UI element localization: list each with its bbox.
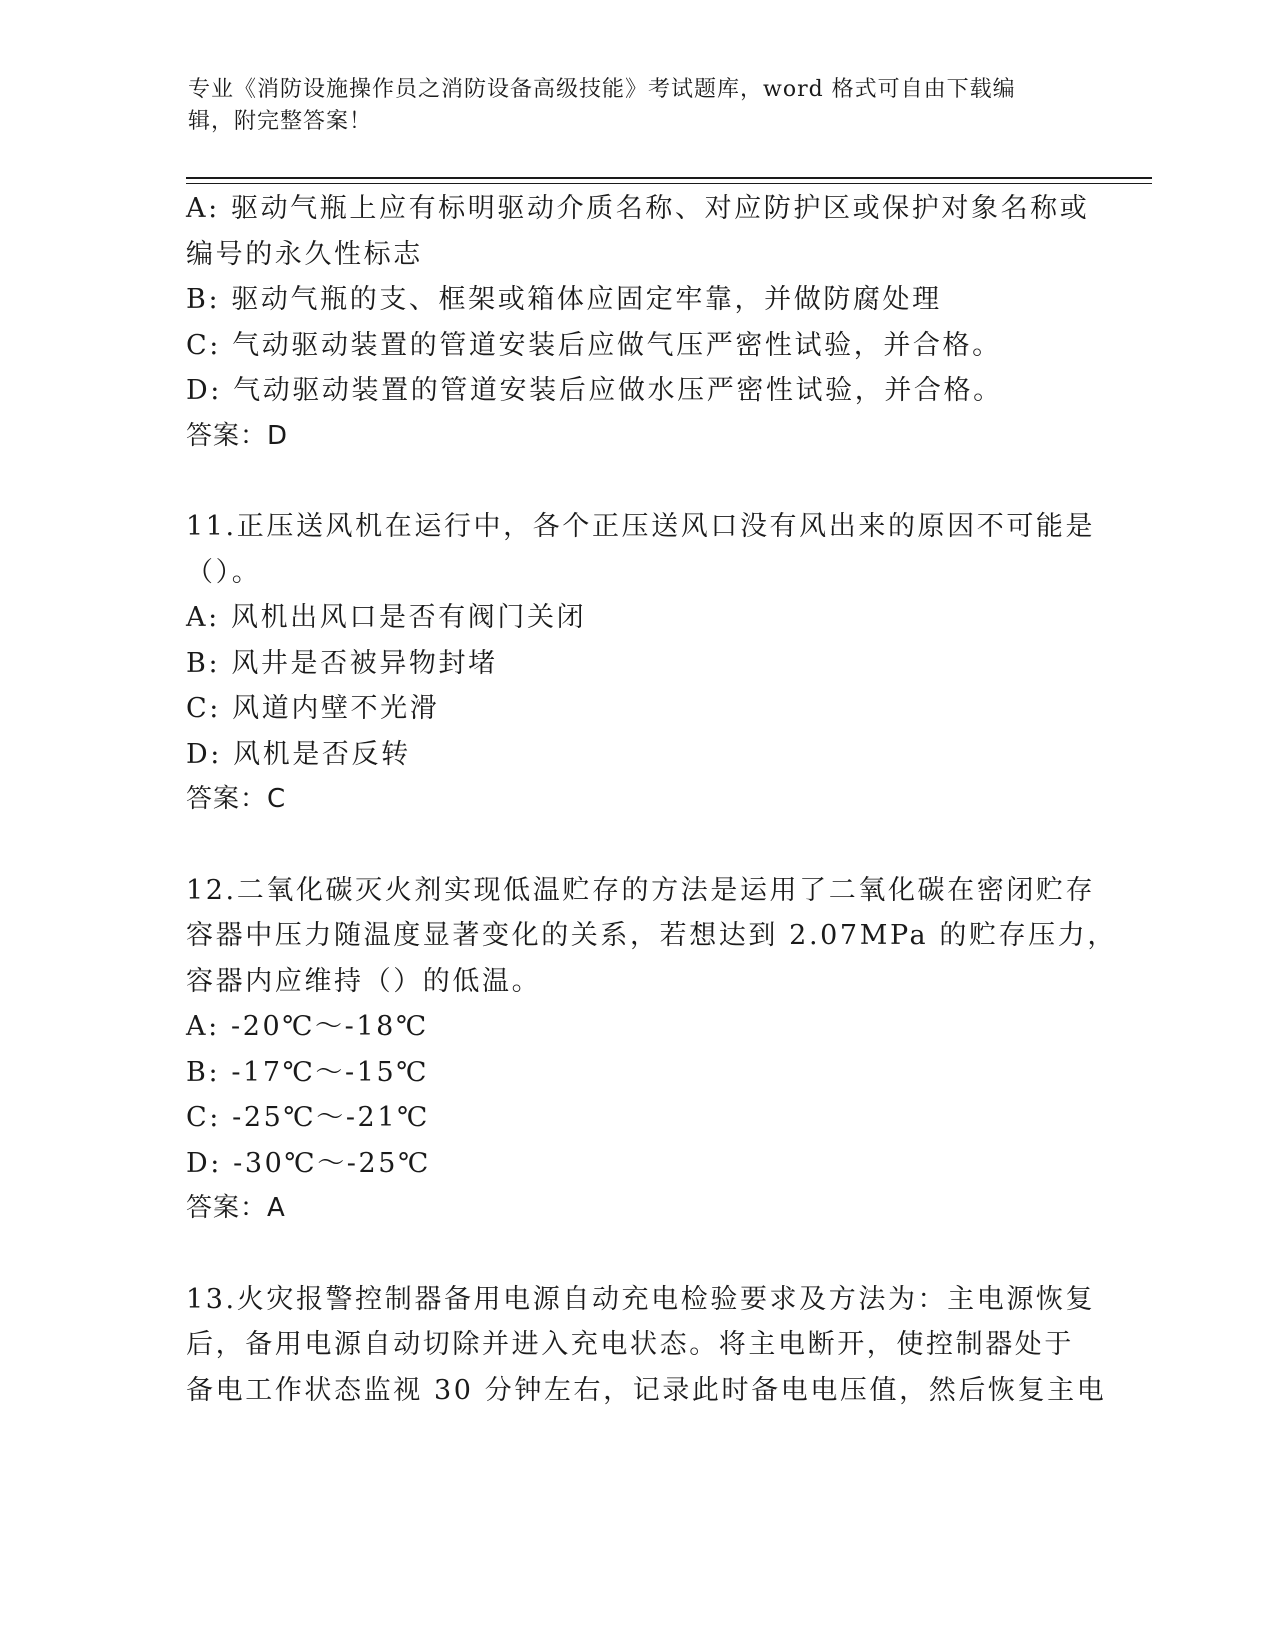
q10-option-c: C: 气动驱动装置的管道安装后应做气压严密性试验，并合格。 <box>186 329 1002 361</box>
header-line-1: 专业《消防设施操作员之消防设备高级技能》考试题库，word 格式可自由下载编 <box>188 77 1016 102</box>
question-list <box>186 186 1117 1413</box>
question-11-block <box>186 504 1096 823</box>
q11-stem-line-2: （）。 <box>186 556 262 588</box>
q10-option-d: D: 气动驱动装置的管道安装后应做水压严密性试验，并合格。 <box>186 375 1003 406</box>
q12-option-b: B: -17℃～-15℃ <box>186 1056 430 1088</box>
q12-answer: 答案：A <box>186 1193 286 1223</box>
q11-option-a: A: 风机出风口是否有阀门关闭 <box>186 602 587 633</box>
header-line-2: 辑，附完整答案！ <box>188 109 373 134</box>
q10-option-a-line-2: 编号的永久性标志 <box>186 238 423 270</box>
q13-stem-line-2: 后，备用电源自动切除并进入充电状态。将主电断开，使控制器处于 <box>186 1329 1074 1360</box>
q11-answer: 答案：C <box>186 784 287 814</box>
q11-stem-line-1: 11.正压送风机在运行中，各个正压送风口没有风出来的原因不可能是 <box>186 511 1096 542</box>
q10-option-b: B: 驱动气瓶的支、框架或箱体应固定牢靠，并做防腐处理 <box>186 284 942 315</box>
question-spacer <box>186 459 1086 504</box>
q11-option-b: B: 风井是否被异物封堵 <box>186 647 498 679</box>
q12-stem-line-2: 容器中压力随温度显著变化的关系，若想达到 2.07MPa 的贮存压力， <box>186 920 1117 951</box>
q11-option-c: C: 风道内壁不光滑 <box>186 693 440 724</box>
q12-option-c: C: -25℃～-21℃ <box>186 1102 430 1133</box>
question-12-block <box>186 868 1117 1232</box>
q13-stem-line-1: 13.火灾报警控制器备用电源自动充电检验要求及方法为：主电源恢复 <box>186 1283 1096 1315</box>
header-divider-thick <box>186 177 1152 179</box>
q13-stem-line-3: 备电工作状态监视 30 分钟左右，记录此时备电电压值，然后恢复主电 <box>186 1374 1107 1406</box>
document-header <box>188 74 1068 138</box>
q12-stem-line-3: 容器内应维持（）的低温。 <box>186 965 542 997</box>
q10-option-a-line-1: A: 驱动气瓶上应有标明驱动介质名称、对应防护区或保护对象名称或 <box>186 193 1090 224</box>
question-spacer <box>186 823 1086 868</box>
question-13-block <box>186 1277 1107 1414</box>
header-divider-thin <box>186 183 1152 184</box>
q10-answer: 答案：D <box>186 420 289 451</box>
q11-option-d: D: 风机是否反转 <box>186 738 411 770</box>
question-spacer <box>186 1232 1086 1277</box>
q12-stem-line-1: 12.二氧化碳灭火剂实现低温贮存的方法是运用了二氧化碳在密闭贮存 <box>186 874 1096 906</box>
q12-option-d: D: -30℃～-25℃ <box>186 1147 431 1179</box>
q12-option-a: A: -20℃～-18℃ <box>186 1011 429 1042</box>
question-10-block <box>186 186 1090 459</box>
